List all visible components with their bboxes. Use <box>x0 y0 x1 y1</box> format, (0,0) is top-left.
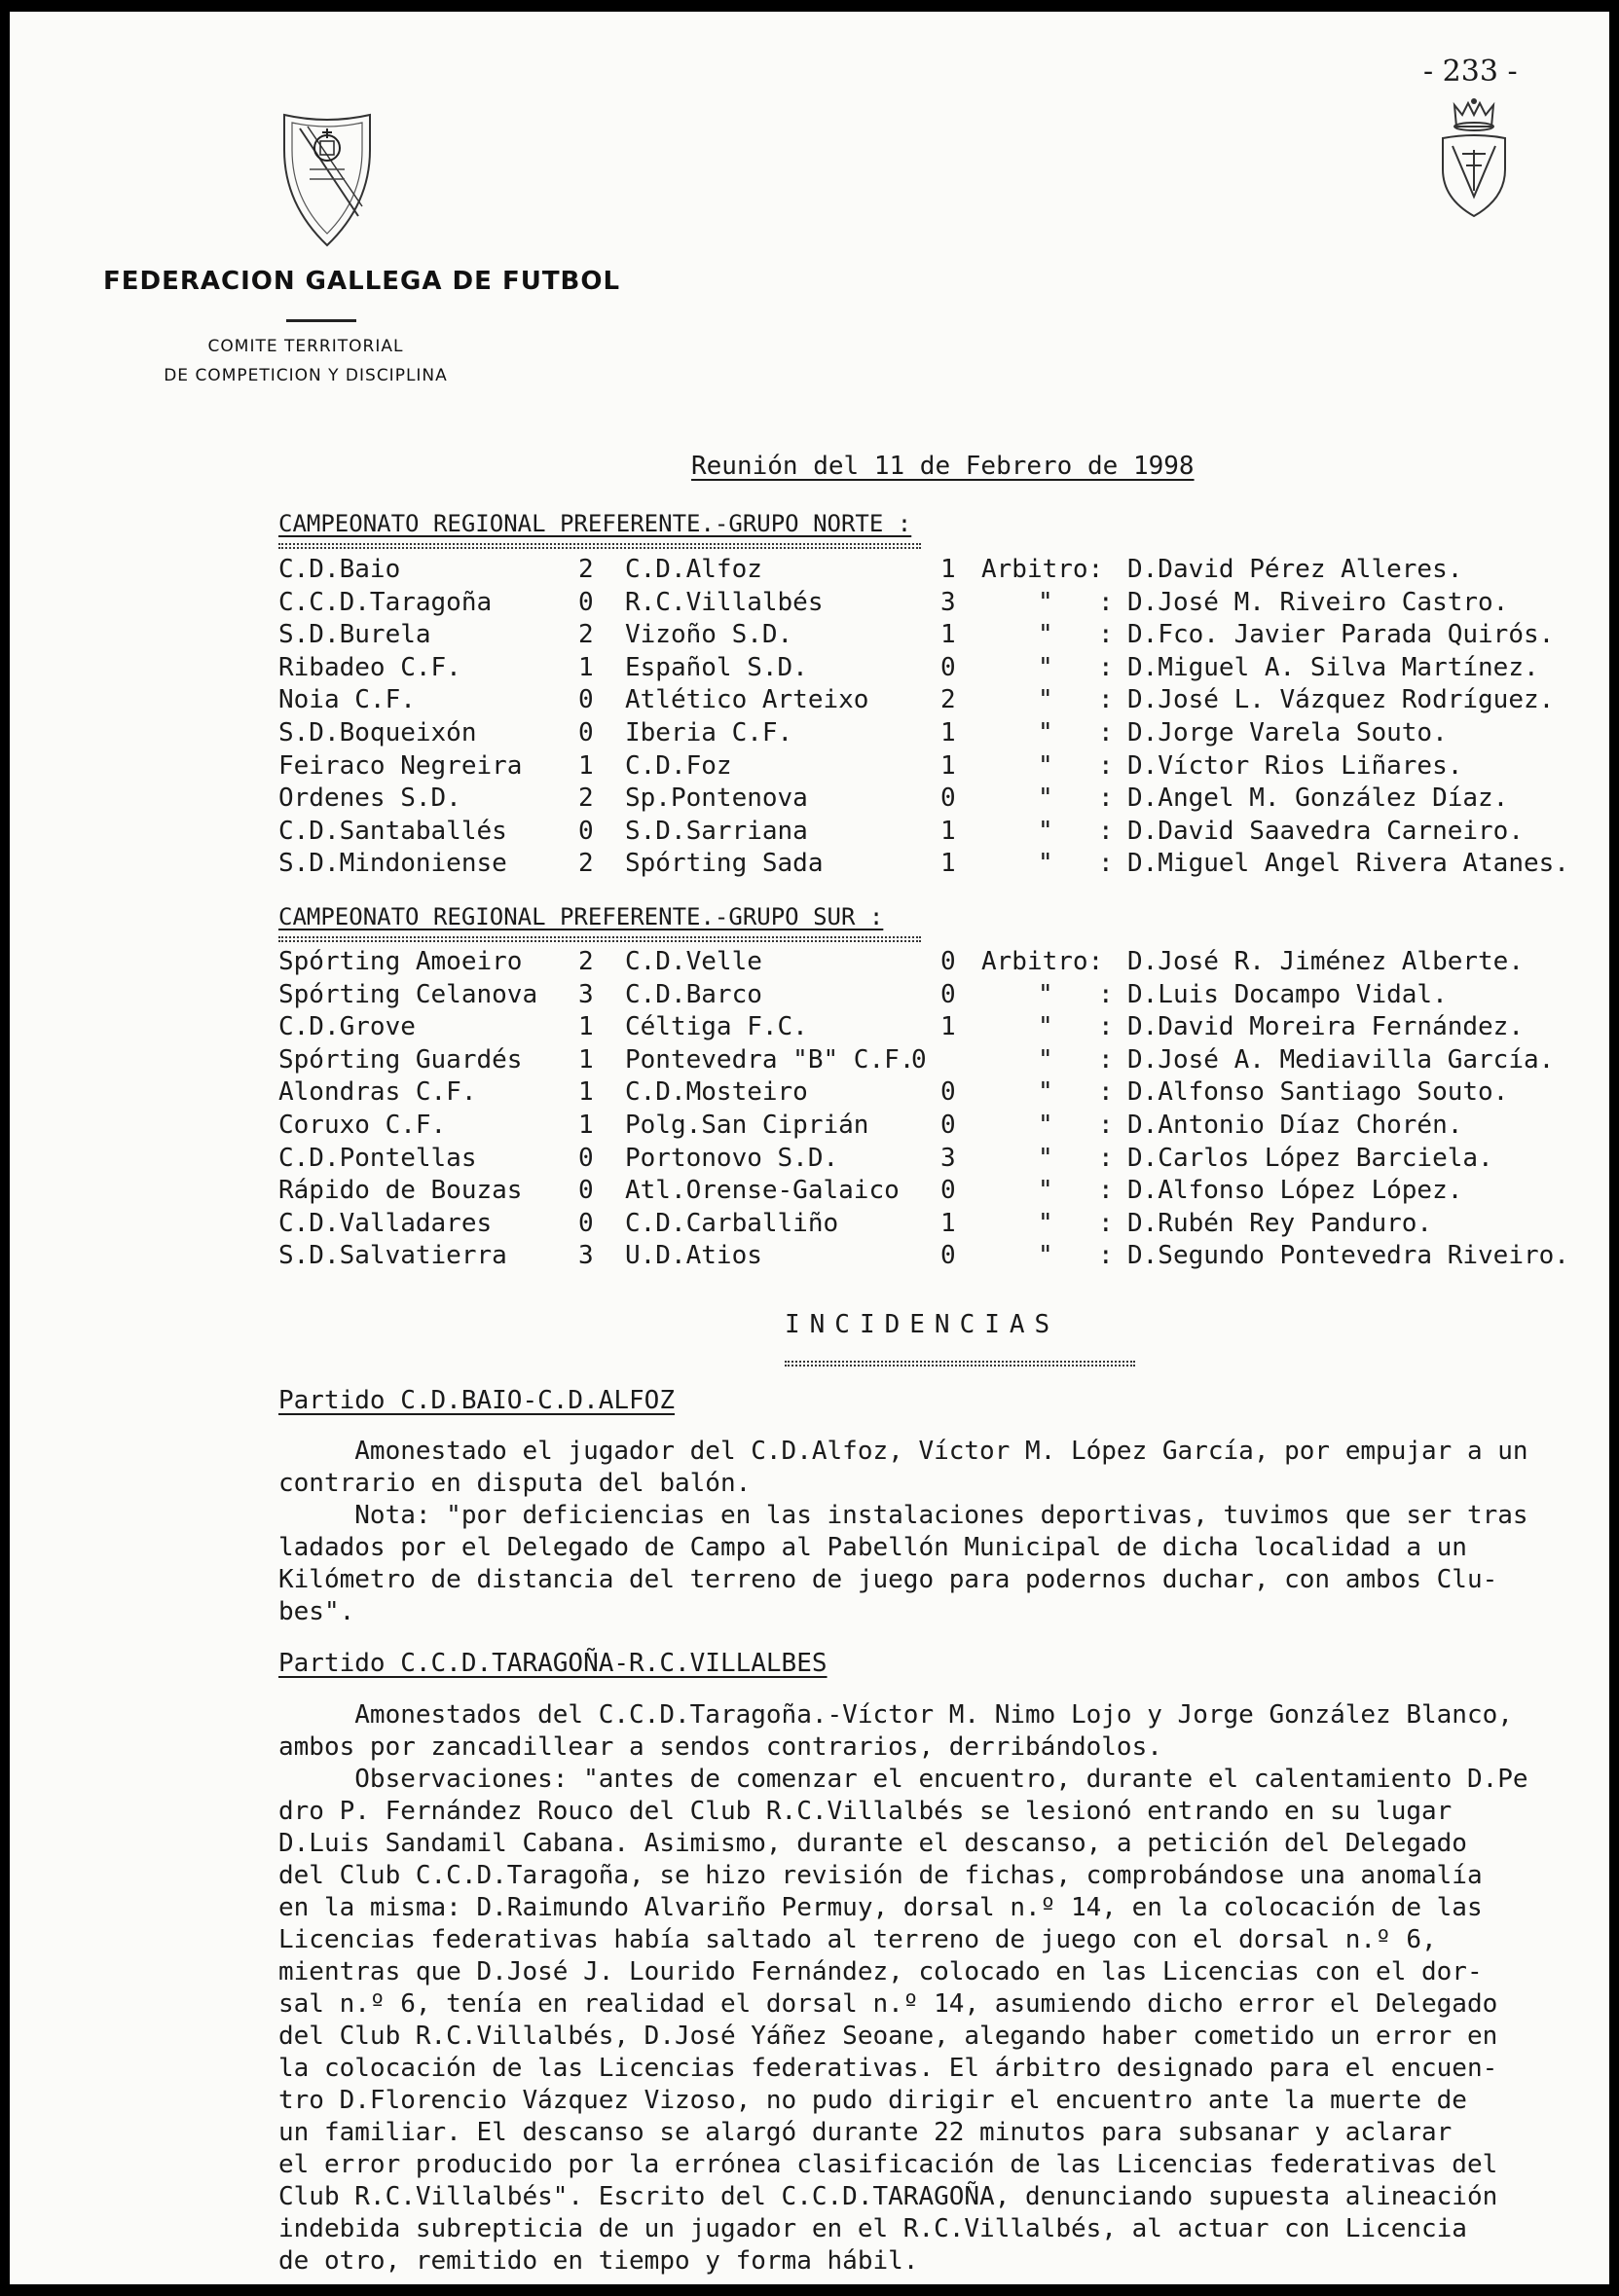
home-team: C.D.Santaballés <box>278 816 507 846</box>
colon: : <box>1098 620 1114 650</box>
referee-ditto: " <box>1038 784 1053 814</box>
meeting-title: Reunión del 11 de Febrero de 1998 <box>691 452 1195 481</box>
referee-name: D.Segundo Pontevedra Riveiro. <box>1127 1241 1569 1271</box>
referee-label: Arbitro: <box>981 947 1104 976</box>
away-score: 0 <box>940 652 956 682</box>
away-team: C.D.Foz <box>625 750 732 781</box>
colon: : <box>1098 750 1114 781</box>
away-score: 3 <box>940 1143 956 1173</box>
partido-1-text: Amonestado el jugador del C.D.Alfoz, Víctor M. López García, por empujar a un contrario en disputa del balón. Nota: "por deficiencias en las instalaciones deportivas, tuvimos que ser tras ladados por el Delegado de Campo al Pabellón Municipal de dicha localidad a un Kilómetro de distancia del terreno de juego para podernos duchar, con ambos Clu- bes". <box>278 1437 1528 1626</box>
away-team: Español S.D. <box>625 652 808 682</box>
home-score: 0 <box>578 685 594 715</box>
table-row <box>278 946 1602 979</box>
home-score: 2 <box>578 784 594 814</box>
away-score: 0 <box>940 1176 956 1206</box>
home-score: 0 <box>578 1143 594 1173</box>
away-score: 1 <box>940 750 956 781</box>
away-score: 1 <box>940 1012 956 1042</box>
table-row <box>278 1076 1602 1110</box>
referee-ditto: " <box>1038 587 1053 617</box>
away-score: 1 <box>940 849 956 879</box>
home-team: S.D.Burela <box>278 620 431 650</box>
away-team: C.D.Alfoz <box>625 555 762 584</box>
rfef-crown-crest-icon <box>1439 97 1509 220</box>
home-score: 0 <box>578 1176 594 1206</box>
page-number: - 233 - <box>1423 55 1518 89</box>
referee-ditto: " <box>1038 1012 1053 1042</box>
away-score: 0 <box>940 1110 956 1140</box>
table-row <box>278 619 1602 652</box>
referee-ditto: " <box>1038 620 1053 650</box>
away-score: 1 <box>940 1208 956 1238</box>
colon: : <box>1098 587 1114 617</box>
table-row <box>278 554 1602 587</box>
home-score: 0 <box>578 1208 594 1238</box>
colon: : <box>1098 1208 1114 1238</box>
referee-name: D.David Pérez Alleres. <box>1127 555 1463 584</box>
referee-name: D.José L. Vázquez Rodríguez. <box>1127 685 1555 715</box>
referee-name: D.David Saavedra Carneiro. <box>1127 816 1524 846</box>
away-score: 1 <box>940 620 956 650</box>
colon: : <box>1098 1241 1114 1271</box>
home-team: C.D.Baio <box>278 555 401 584</box>
home-team: C.D.Pontellas <box>278 1143 477 1173</box>
referee-ditto: " <box>1038 652 1053 682</box>
away-team: C.D.Carballiño <box>625 1208 839 1238</box>
group-norte-table <box>278 554 1602 881</box>
committee-line-1: COMITE TERRITORIAL <box>207 337 404 356</box>
referee-name: D.Angel M. González Díaz. <box>1127 784 1509 814</box>
referee-ditto: " <box>1038 849 1053 879</box>
group-sur-rule <box>278 936 921 942</box>
away-team: Portonovo S.D. <box>625 1143 839 1173</box>
home-score: 1 <box>578 1044 594 1075</box>
committee-line-2: DE COMPETICION Y DISCIPLINA <box>164 366 448 385</box>
away-score: 0 <box>940 1077 956 1108</box>
partido-2-title: Partido C.C.D.TARAGOÑA-R.C.VILLALBES <box>278 1649 828 1678</box>
home-score: 3 <box>578 979 594 1009</box>
away-team: Pontevedra "B" C.F. <box>625 1044 915 1075</box>
partido-1-title: Partido C.D.BAIO-C.D.ALFOZ <box>278 1386 675 1415</box>
away-team: Atlético Arteixo <box>625 685 869 715</box>
colon: : <box>1098 1110 1114 1140</box>
home-score: 0 <box>578 587 594 617</box>
away-team: Spórting Sada <box>625 849 824 879</box>
group-sur-table <box>278 946 1602 1273</box>
table-row <box>278 1240 1602 1273</box>
table-row <box>278 652 1602 685</box>
table-row <box>278 816 1602 849</box>
group-norte-rule <box>278 543 921 549</box>
federation-title: FEDERACION GALLEGA DE FUTBOL <box>103 267 621 296</box>
referee-ditto: " <box>1038 979 1053 1009</box>
table-row <box>278 848 1602 881</box>
away-team: S.D.Sarriana <box>625 816 808 846</box>
colon: : <box>1098 685 1114 715</box>
home-team: Spórting Amoeiro <box>278 947 523 976</box>
colon: : <box>1098 1176 1114 1206</box>
title-divider <box>286 319 356 322</box>
group-sur-title: CAMPEONATO REGIONAL PREFERENTE.-GRUPO SUR : <box>278 903 884 930</box>
referee-name: D.José R. Jiménez Alberte. <box>1127 947 1524 976</box>
federation-crest-icon <box>280 111 374 249</box>
home-score: 2 <box>578 555 594 584</box>
table-row <box>278 1011 1602 1044</box>
referee-name: D.Alfonso López López. <box>1127 1176 1463 1206</box>
table-row <box>278 1044 1602 1077</box>
away-team: C.D.Barco <box>625 979 762 1009</box>
away-score: 1 <box>940 555 956 584</box>
table-row <box>278 1175 1602 1208</box>
home-score: 2 <box>578 947 594 976</box>
colon: : <box>1098 1012 1114 1042</box>
away-score: 0 <box>940 979 956 1009</box>
referee-name: D.Carlos López Barciela. <box>1127 1143 1493 1173</box>
home-score: 1 <box>578 1077 594 1108</box>
partido-2-text: Amonestados del C.C.D.Taragoña.-Víctor M. Nimo Lojo y Jorge González Blanco, ambos por zancadillear a sendos contrarios, derribándolos. Observaciones: "antes de comenzar el encuentro, durante el calentamiento D.Pe dro P. Fernández Rouco del Club R.C.Villalbés se lesionó entrando en su lugar D.Luis Sandamil Cabana. Asimismo, durante el descanso, a petición del Delegado del Club C.C.D.Taragoña, se hizo revisión de fichas, comprobándose una anomalía en la misma: D.Raimundo Alvariño Permuy, dorsal n.º 14, en la colocación de las Licencias federativas había saltado al terreno de juego con el dorsal n.º 6, mientras que D.José J. Lourido Fernández, colocado en las Licencias con el dor- sal n.º 6, tenía en realidad el dorsal n.º 14, asumiendo dicho error el Delegado del Club R.C.Villalbés, D.José Yáñez Seoane, alegando haber cometido un error en la colocación de las Licencias federativas. El árbitro designado para el encuen- tro D.Florencio Vázquez Vizoso, no pudo dirigir el encuentro ante la muerte de un familiar. El descanso se alargó durante 22 minutos para subsanar y aclarar el error producido por la errónea clasificación de las Licencias federativas del Club R.C.Villalbés". Escrito del C.C.D.TARAGOÑA, denunciando supuesta alineación indebida subrepticia de un jugador en el R.C.Villalbés, al actuar con Licencia de otro, remitido en tiempo y forma hábil. <box>278 1700 1528 2276</box>
referee-name: D.Fco. Javier Parada Quirós. <box>1127 620 1555 650</box>
colon: : <box>1098 849 1114 879</box>
table-row <box>278 1110 1602 1143</box>
group-norte-title: CAMPEONATO REGIONAL PREFERENTE.-GRUPO NORTE : <box>278 510 912 537</box>
away-team: Vizoño S.D. <box>625 620 793 650</box>
home-team: Alondras C.F. <box>278 1077 477 1108</box>
home-score: 1 <box>578 652 594 682</box>
colon: : <box>1098 652 1114 682</box>
home-score: 1 <box>578 1110 594 1140</box>
home-team: Noia C.F. <box>278 685 416 715</box>
referee-name: D.José A. Mediavilla García. <box>1127 1044 1555 1075</box>
away-score: 0 <box>940 1241 956 1271</box>
referee-ditto: " <box>1038 1241 1053 1271</box>
home-score: 0 <box>578 816 594 846</box>
referee-name: D.Antonio Díaz Chorén. <box>1127 1110 1463 1140</box>
referee-ditto: " <box>1038 1176 1053 1206</box>
home-team: Ribadeo C.F. <box>278 652 461 682</box>
home-score: 3 <box>578 1241 594 1271</box>
colon: : <box>1098 1044 1114 1075</box>
away-team: Polg.San Ciprián <box>625 1110 869 1140</box>
home-team: C.C.D.Taragoña <box>278 587 493 617</box>
away-score: 1 <box>940 717 956 747</box>
referee-name: D.Miguel Angel Rivera Atanes. <box>1127 849 1569 879</box>
colon: : <box>1098 784 1114 814</box>
away-score: 3 <box>940 587 956 617</box>
away-score: 0 <box>940 947 956 976</box>
table-row <box>278 783 1602 816</box>
home-team: Coruxo C.F. <box>278 1110 447 1140</box>
referee-name: D.Miguel A. Silva Martínez. <box>1127 652 1539 682</box>
away-team: C.D.Velle <box>625 947 762 976</box>
away-score: 2 <box>940 685 956 715</box>
away-score: 1 <box>940 816 956 846</box>
referee-ditto: " <box>1038 685 1053 715</box>
home-team: S.D.Boqueixón <box>278 717 477 747</box>
document-page <box>10 12 1609 2284</box>
away-team: Céltiga F.C. <box>625 1012 808 1042</box>
home-team: Rápido de Bouzas <box>278 1176 523 1206</box>
referee-ditto: " <box>1038 1208 1053 1238</box>
away-team: Atl.Orense-Galaico <box>625 1176 900 1206</box>
home-team: C.D.Valladares <box>278 1208 493 1238</box>
table-row <box>278 717 1602 750</box>
referee-name: D.Alfonso Santiago Souto. <box>1127 1077 1509 1108</box>
referee-name: D.Rubén Rey Panduro. <box>1127 1208 1433 1238</box>
home-score: 0 <box>578 717 594 747</box>
away-team: Sp.Pontenova <box>625 784 808 814</box>
referee-ditto: " <box>1038 816 1053 846</box>
away-score: 0 <box>911 1044 927 1075</box>
incidencias-title: INCIDENCIAS <box>785 1310 1060 1339</box>
referee-ditto: " <box>1038 1110 1053 1140</box>
referee-ditto: " <box>1038 1077 1053 1108</box>
table-row <box>278 684 1602 717</box>
colon: : <box>1098 1143 1114 1173</box>
home-team: S.D.Salvatierra <box>278 1241 507 1271</box>
referee-name: D.Luis Docampo Vidal. <box>1127 979 1448 1009</box>
colon: : <box>1098 717 1114 747</box>
table-row <box>278 587 1602 620</box>
home-score: 2 <box>578 620 594 650</box>
away-team: Iberia C.F. <box>625 717 793 747</box>
home-team: Feiraco Negreira <box>278 750 523 781</box>
referee-name: D.José M. Riveiro Castro. <box>1127 587 1509 617</box>
referee-ditto: " <box>1038 750 1053 781</box>
home-team: Spórting Celanova <box>278 979 538 1009</box>
away-score: 0 <box>940 784 956 814</box>
table-row <box>278 1208 1602 1241</box>
referee-name: D.Víctor Rios Liñares. <box>1127 750 1463 781</box>
home-score: 1 <box>578 1012 594 1042</box>
away-team: U.D.Atios <box>625 1241 762 1271</box>
home-team: Spórting Guardés <box>278 1044 523 1075</box>
referee-ditto: " <box>1038 1044 1053 1075</box>
home-team: C.D.Grove <box>278 1012 416 1042</box>
table-row <box>278 750 1602 784</box>
home-score: 2 <box>578 849 594 879</box>
referee-name: D.David Moreira Fernández. <box>1127 1012 1524 1042</box>
table-row <box>278 1143 1602 1176</box>
referee-name: D.Jorge Varela Souto. <box>1127 717 1448 747</box>
home-score: 1 <box>578 750 594 781</box>
away-team: C.D.Mosteiro <box>625 1077 808 1108</box>
colon: : <box>1098 979 1114 1009</box>
incidencias-rule <box>785 1361 1135 1367</box>
referee-ditto: " <box>1038 717 1053 747</box>
table-row <box>278 979 1602 1012</box>
away-team: R.C.Villalbés <box>625 587 824 617</box>
referee-ditto: " <box>1038 1143 1053 1173</box>
colon: : <box>1098 1077 1114 1108</box>
home-team: Ordenes S.D. <box>278 784 461 814</box>
colon: : <box>1098 816 1114 846</box>
home-team: S.D.Mindoniense <box>278 849 507 879</box>
referee-label: Arbitro: <box>981 555 1104 584</box>
